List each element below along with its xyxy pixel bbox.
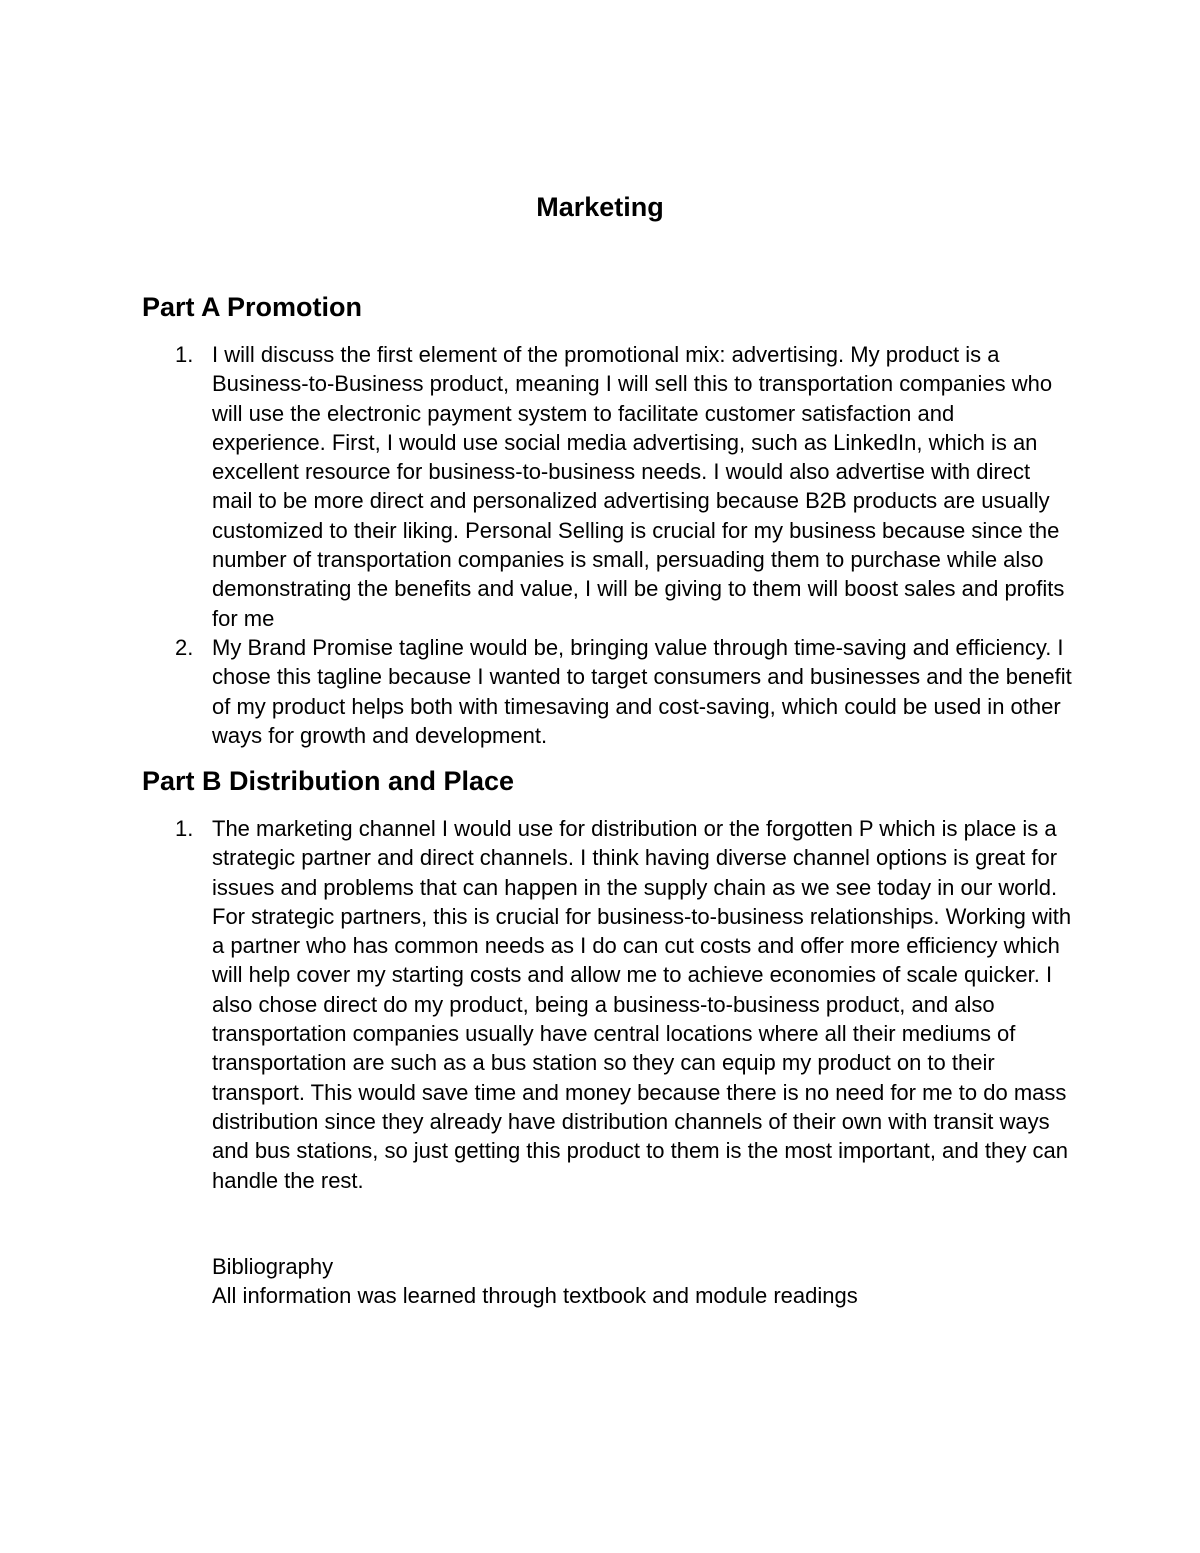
document-title: Marketing — [536, 192, 664, 222]
section-heading-part-a: Part A Promotion — [142, 292, 363, 322]
list-item — [142, 814, 1072, 1195]
list-item-text: I will discuss the first element of the promotional mix: advertising. My product is a Business-to-Business product, meaning I will sell this to transportation companies who will use the electronic payment system to facilitate customer satisfaction and experience. First, I would use social media advertising, such as LinkedIn, which is an excellent resource for business-to-business needs. I would also advertise with direct mail to be more direct and personalized advertising because B2B products are usually customized to their liking. Personal Selling is crucial for my business because since the number of transportation companies is small, persuading them to purchase while also demonstrating the benefits and value, I will be giving to them will boost sales and profits for me — [212, 342, 1065, 631]
bibliography-heading: Bibliography — [212, 1254, 334, 1279]
bibliography-text: All information was learned through textbook and module readings — [212, 1283, 858, 1309]
list-item — [142, 633, 1072, 750]
section-heading-part-b: Part B Distribution and Place — [142, 766, 515, 796]
list-item — [142, 340, 1072, 633]
list-item-number: 2. — [175, 634, 194, 660]
list-item-number: 1. — [175, 342, 194, 367]
list-item-number: 1. — [175, 816, 194, 841]
part-b-list — [142, 814, 1072, 1195]
list-item-text: The marketing channel I would use for distribution or the forgotten P which is place is a strategic partner and direct channels. I think having diverse channel options is great for issues and problems that can happen in the supply chain as we see today in our world. For strategic partners, this is crucial for business-to-business relationships. Working with a partner who has common needs as I do can cut costs and offer more efficiency which will help cover my starting costs and allow me to achieve economies of scale quicker. I also chose direct do my product, being a business-to-business product, and also transportation companies usually have central locations where all their mediums of transportation are such as a bus station so they can equip my product on to their transport. This would save time and money because there is no need for me to do mass distribution since they already have distribution channels of their own with transit ways and bus stations, so just getting this product to them is the most important, and they can handle the rest. — [212, 816, 1072, 1193]
part-a-list — [142, 340, 1072, 750]
bibliography — [212, 1252, 1072, 1311]
list-item-text: My Brand Promise tagline would be, bringing value through time-saving and efficiency. I chose this tagline because I wanted to target consumers and businesses and the benefit of my product helps both with timesaving and cost-saving, which could be used in other ways for growth and development. — [212, 634, 1072, 748]
